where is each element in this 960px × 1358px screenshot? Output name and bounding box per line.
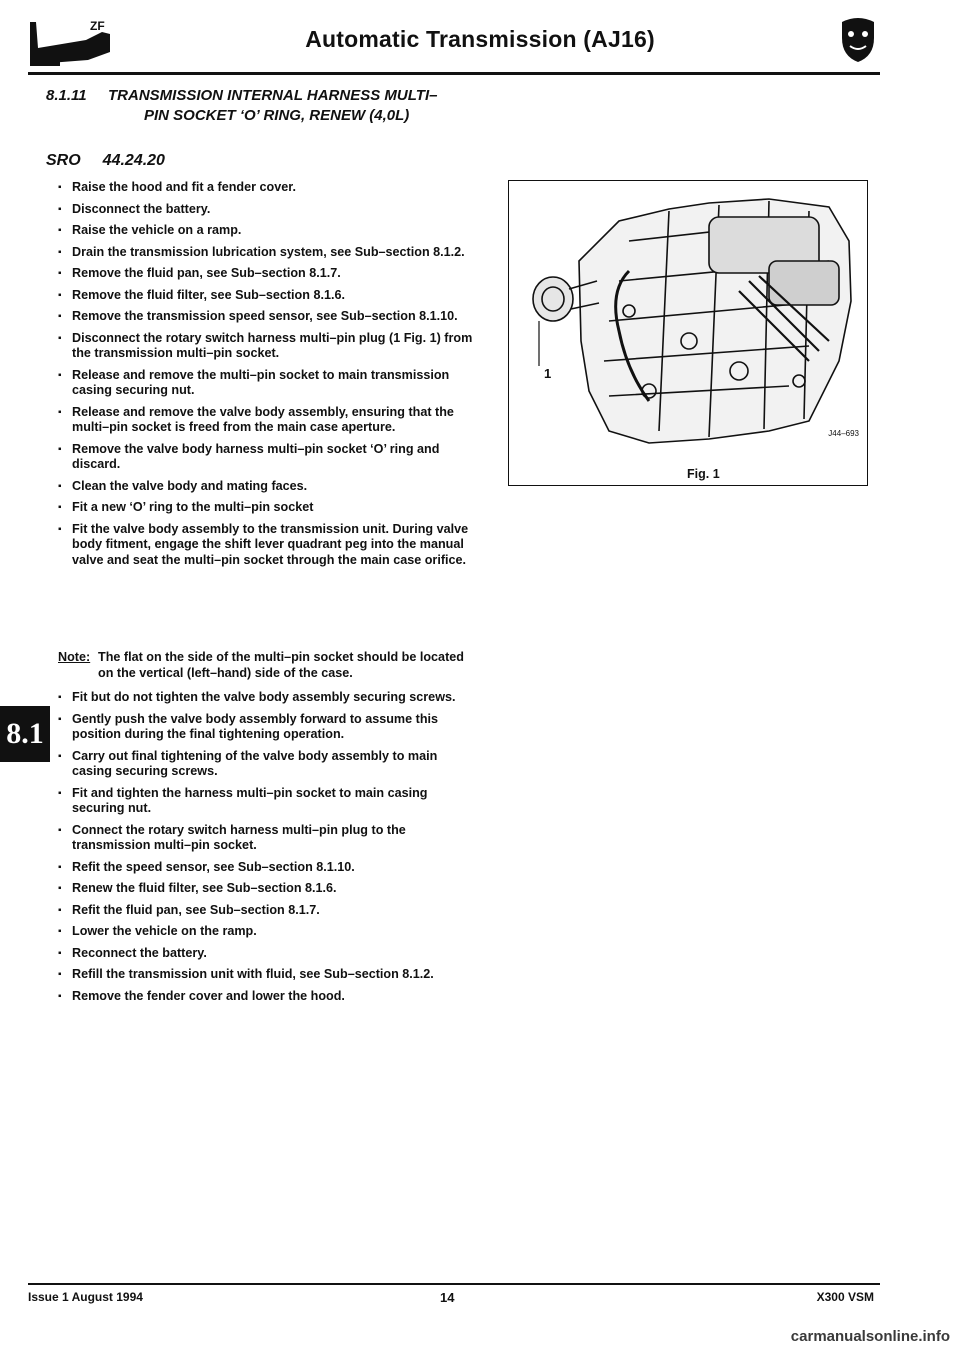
list-item: ▪ Disconnect the battery. (58, 202, 478, 218)
section-title-line2: PIN SOCKET ‘O’ RING, RENEW (4,0L) (144, 107, 410, 124)
figure-1 (508, 180, 868, 486)
list-item: ▪ Release and remove the valve body assembly, ensuring that the multi–pin socket is freed from the main case aperture. (58, 405, 478, 436)
list-item: ▪ Reconnect the battery. (58, 946, 478, 962)
list-item: ▪ Connect the rotary switch harness multi–pin plug to the transmission multi–pin socket. (58, 823, 478, 854)
jaguar-emblem-icon (838, 16, 878, 64)
note-label: Note: (58, 650, 91, 664)
list-item: ▪ Raise the vehicle on a ramp. (58, 223, 478, 239)
list-item: ▪ Fit but do not tighten the valve body assembly securing screws. (58, 690, 478, 706)
figure-callout-1: 1 (544, 366, 552, 381)
section-tab: 8.1 (0, 706, 50, 762)
list-item: ▪ Clean the valve body and mating faces. (58, 479, 478, 495)
list-item: ▪ Refill the transmission unit with fluid, see Sub–section 8.1.2. (58, 967, 478, 983)
list-item: ▪ Fit the valve body assembly to the transmission unit. During valve body fitment, engage the shift lever quadrant peg into the manual valve and seat the multi–pin socket through the main case orifice. (58, 522, 478, 569)
list-item: ▪ Refit the speed sensor, see Sub–section 8.1.10. (58, 860, 478, 876)
watermark: carmanualsonline.info (790, 1328, 950, 1345)
section-title-line1: TRANSMISSION INTERNAL HARNESS MULTI– (108, 87, 438, 104)
footer-issue: Issue 1 August 1994 (28, 1290, 143, 1304)
list-item: ▪ Release and remove the multi–pin socket to main transmission casing securing nut. (58, 368, 478, 399)
page-title: Automatic Transmission (AJ16) (305, 26, 655, 52)
list-item: ▪ Refit the fluid pan, see Sub–section 8.1.7. (58, 903, 478, 919)
sro-code (46, 152, 165, 170)
list-item: ▪ Remove the fluid pan, see Sub–section 8.1.7. (58, 266, 478, 282)
footer-divider (28, 1283, 880, 1285)
list-item: ▪ Disconnect the rotary switch harness multi–pin plug (1 Fig. 1) from the transmission multi–pin socket. (58, 331, 478, 362)
list-item: ▪ Renew the fluid filter, see Sub–section 8.1.6. (58, 881, 478, 897)
list-item: ▪ Carry out final tightening of the valve body assembly to main casing securing screws. (58, 749, 478, 780)
valve-body-illustration (509, 181, 867, 485)
footer-document: X300 VSM (816, 1290, 874, 1304)
list-item: ▪ Remove the valve body harness multi–pin socket ‘O’ ring and discard. (58, 442, 478, 473)
list-item: ▪ Remove the fluid filter, see Sub–section 8.1.6. (58, 288, 478, 304)
list-item: ▪ Gently push the valve body assembly forward to assume this position during the final tightening operation. (58, 712, 478, 743)
list-item: ▪ Fit and tighten the harness multi–pin socket to main casing securing nut. (58, 786, 478, 817)
figure-caption: Fig. 1 (687, 467, 720, 481)
procedure-steps-continued (58, 690, 478, 1010)
sro-value: 44.24.20 (102, 152, 165, 169)
header-divider (28, 72, 880, 75)
page-number: 14 (440, 1290, 455, 1305)
note (58, 650, 478, 681)
list-item: ▪ Remove the fender cover and lower the hood. (58, 989, 478, 1005)
section-heading (46, 86, 516, 126)
figure-reference: J44–693 (828, 429, 859, 438)
sro-label: SRO (46, 152, 81, 169)
list-item: ▪ Remove the transmission speed sensor, see Sub–section 8.1.10. (58, 309, 478, 325)
list-item: ▪ Lower the vehicle on the ramp. (58, 924, 478, 940)
section-number: 8.1.11 (46, 87, 87, 104)
list-item: ▪ Fit a new ‘O’ ring to the multi–pin socket (58, 500, 478, 516)
procedure-steps (58, 180, 478, 574)
list-item: ▪ Drain the transmission lubrication system, see Sub–section 8.1.2. (58, 245, 478, 261)
list-item: ▪ Raise the hood and fit a fender cover. (58, 180, 478, 196)
note-text: The flat on the side of the multi–pin socket should be located on the vertical (left–hand) side of the case. (98, 650, 464, 680)
svg-text:ZF: ZF (90, 19, 105, 33)
